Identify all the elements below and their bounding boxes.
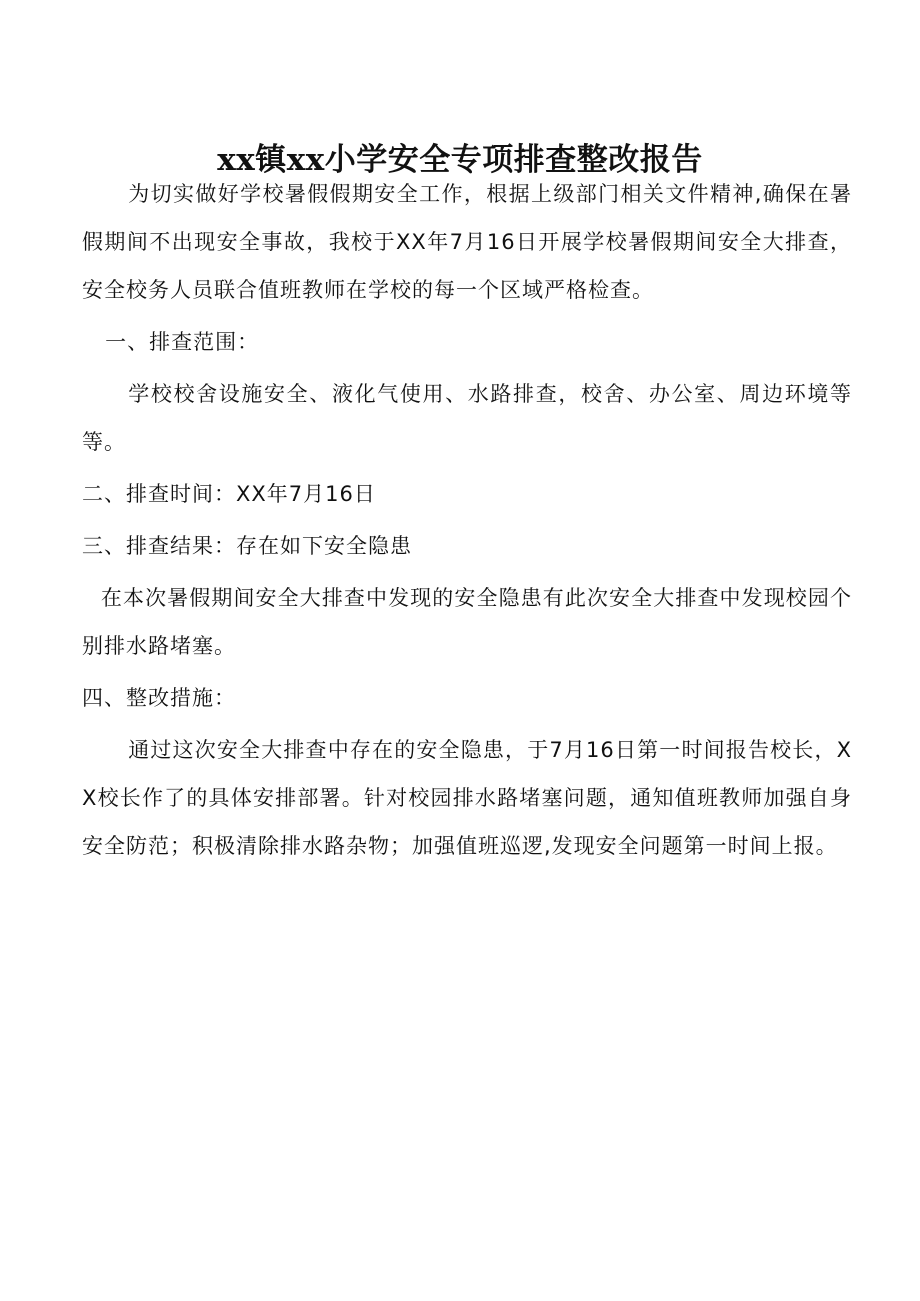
section-heading-results: 三、排查结果：存在如下安全隐患 bbox=[82, 534, 412, 558]
section-heading-scope: 一、排查范围： bbox=[105, 330, 260, 354]
results-paragraph: 在本次暑假期间安全大排查中发现的安全隐患有此次安全大排查中发现校园个别排水路堵塞。 bbox=[82, 586, 852, 658]
document-title: xx镇xx小学安全专项排查整改报告 bbox=[217, 141, 703, 178]
intro-paragraph: 为切实做好学校暑假假期安全工作，根据上级部门相关文件精神,确保在暑假期间不出现安全事故，我校于XX年7月16日开展学校暑假期间安全大排查，安全校务人员联合值班教师在学校的每一个区域严格检查。 bbox=[82, 182, 852, 302]
section-heading-measures: 四、整改措施： bbox=[82, 686, 236, 710]
scope-paragraph: 学校校舍设施安全、液化气使用、水路排查，校舍、办公室、周边环境等等。 bbox=[82, 382, 852, 454]
document-body bbox=[82, 170, 852, 870]
measures-paragraph: 通过这次安全大排查中存在的安全隐患，于7月16日第一时间报告校长，XX校长作了的具体安排部署。针对校园排水路堵塞问题，通知值班教师加强自身安全防范；积极清除排水路杂物；加强值班巡逻,发现安全问题第一时间上报。 bbox=[82, 738, 852, 858]
section-heading-time: 二、排查时间：XX年7月16日 bbox=[82, 482, 376, 506]
